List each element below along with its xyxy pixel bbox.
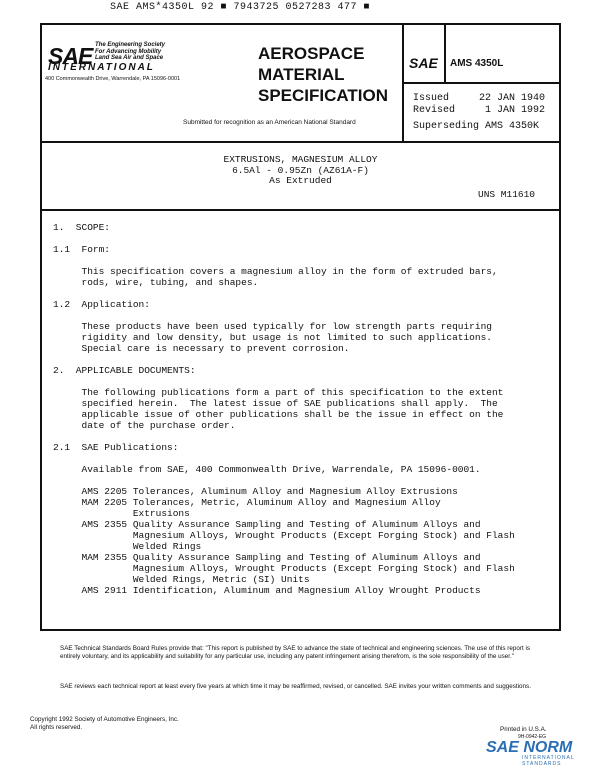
form-code: 9H-0942-EG <box>518 734 547 740</box>
code-divider <box>402 82 561 84</box>
logo-tagline: The Engineering Society For Advancing Mobility Land Sea Air and Space <box>95 42 166 61</box>
logo-address: 400 Commonwealth Drive, Warrendale, PA 15096-0001 <box>45 76 181 82</box>
body-line <box>53 354 553 365</box>
subject-line-2: 6.5Al - 0.95Zn (AZ61A-F) <box>232 164 369 176</box>
body-line: rods, wire, tubing, and shapes. <box>53 277 259 288</box>
body-line: AMS 2355 Quality Assurance Sampling and Testing of Aluminum Alloys and <box>53 519 481 530</box>
subject-line-3: As Extruded <box>269 175 332 186</box>
review-note: SAE reviews each technical report at least every five years at which time it may be reaffirmed, revised, or cancelled. SAE invites your written comments and suggestions. <box>60 683 531 690</box>
body-line: Welded Rings, Metric (SI) Units <box>53 574 310 585</box>
body-line: Available from SAE, 400 Commonwealth Drive, Warrendale, PA 15096-0001. <box>53 464 481 475</box>
body-line <box>53 453 553 464</box>
body-line <box>53 255 553 266</box>
title-line-3: SPECIFICATION <box>258 86 389 105</box>
printed-in: Printed in U.S.A. <box>500 726 547 733</box>
body-line <box>53 431 553 442</box>
code-vertical-divider <box>444 23 446 83</box>
body-line <box>53 288 553 299</box>
issued-date: Issued 22 JAN 1940 <box>413 93 546 104</box>
body-line: Extrusions <box>53 508 190 519</box>
body-line: date of the purchase order. <box>53 420 236 431</box>
body-line: 2.1 SAE Publications: <box>53 442 179 453</box>
body-line: Magnesium Alloys, Wrought Products (Except Forging Stock) and Flash <box>53 530 515 541</box>
sae-norm-watermark: SAE NORM <box>486 739 573 756</box>
logo-international: INTERNATIONAL <box>48 62 155 73</box>
body-line: MAM 2205 Tolerances, Metric, Aluminum Alloy and Magnesium Alloy <box>53 497 441 508</box>
document-body <box>53 222 553 596</box>
body-line <box>53 233 553 244</box>
body-line: applicable issue of other publications shall be the issue in effect on the <box>53 409 504 420</box>
issue-dates <box>413 93 545 116</box>
title-line-1: AEROSPACE <box>258 44 365 63</box>
document-code: AMS 4350L <box>450 58 504 69</box>
submitted-note: Submitted for recognition as an American National Standard <box>183 119 356 126</box>
body-line: Magnesium Alloys, Wrought Products (Except Forging Stock) and Flash <box>53 563 515 574</box>
subject-divider <box>40 209 561 211</box>
copyright-line-1: Copyright 1992 Society of Automotive Engineers, Inc. <box>30 716 179 723</box>
watermark-subtitle: INTERNATIONAL STANDARDS <box>522 755 575 767</box>
scan-header-line: SAE AMS*4350L 92 ■ 7943725 0527283 477 ■ <box>110 2 371 13</box>
body-line: 1.2 Application: <box>53 299 150 310</box>
body-line: This specification covers a magnesium alloy in the form of extruded bars, <box>53 266 498 277</box>
body-line: Special care is necessary to prevent corrosion. <box>53 343 350 354</box>
body-line: AMS 2205 Tolerances, Aluminum Alloy and Magnesium Alloy Extrusions <box>53 486 458 497</box>
body-line <box>53 376 553 387</box>
subject-line-1: EXTRUSIONS, MAGNESIUM ALLOY <box>223 154 378 165</box>
body-line: 2. APPLICABLE DOCUMENTS: <box>53 365 196 376</box>
body-line: The following publications form a part of this specification to the extent <box>53 387 504 398</box>
body-line: MAM 2355 Quality Assurance Sampling and Testing of Aluminum Alloys and <box>53 552 481 563</box>
body-line: These products have been used typically for low strength parts requiring <box>53 321 492 332</box>
body-line: AMS 2911 Identification, Aluminum and Magnesium Alloy Wrought Products <box>53 585 481 596</box>
header-divider <box>40 141 561 143</box>
document-type-title <box>258 43 388 106</box>
uns-designation: UNS M11610 <box>478 189 536 200</box>
sae-small-logo: SAE <box>409 55 438 71</box>
body-line: 1. SCOPE: <box>53 222 111 233</box>
body-line <box>53 310 553 321</box>
body-line: 1.1 Form: <box>53 244 111 255</box>
revised-date: Revised 1 JAN 1992 <box>413 104 546 116</box>
body-line: specified herein. The latest issue of SAE publications shall apply. The <box>53 398 498 409</box>
board-rules-note: SAE Technical Standards Board Rules provide that: "This report is published by SAE to advance the state of technical and engineering sciences. The use of this report is entirely voluntary, and its applicability and suitability for any particular use, including any patent infringement arising therefrom, is the sole responsibility of the user." <box>60 645 530 660</box>
body-line: Welded Rings <box>53 541 202 552</box>
title-line-2: MATERIAL <box>258 65 345 84</box>
sae-logo: SAE <box>48 43 93 69</box>
subject-heading <box>40 155 561 187</box>
body-line: rigidity and low density, but usage is not limited to such applications. <box>53 332 492 343</box>
superseding-note: Superseding AMS 4350K <box>413 121 540 132</box>
copyright-line-2: All rights reserved. <box>30 724 83 731</box>
body-line <box>53 475 553 486</box>
